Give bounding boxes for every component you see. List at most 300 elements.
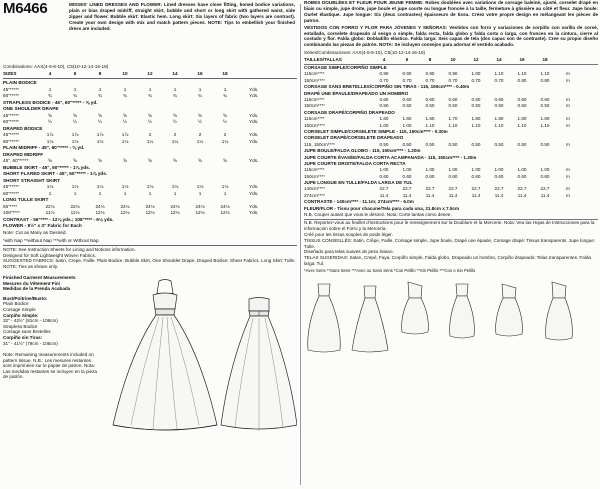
row-label: 45"***** <box>3 112 19 118</box>
size-cell: 1 <box>48 86 52 92</box>
size-cell: 0.60 <box>402 173 412 179</box>
measurement-line: 32" - 42½" (81cm - 108cm) <box>3 318 58 324</box>
size-cell: 1¼ <box>196 138 204 144</box>
size-cell: 1.10 <box>494 122 504 128</box>
english-description: MISSES' LINED DRESSES AND FLOWER: Lined dresses have close fitting, boned bodice variations, plain or bias draped midriff, straight skirt, bubble and short or long skirt with gathered waist, side zipper and flower. Bubble skirt: Elastic hem. Long skirt: Six layers of fabric (two layers are contrast). Create your own design with mix and match pattern pieces. NOTE: Tips to embellish your finished dress are included. <box>69 2 295 31</box>
size-cell: ¾ <box>148 93 152 98</box>
size-cell: 1 <box>148 86 152 92</box>
size-cell: 4 <box>48 70 52 76</box>
size-cell: 0.60 <box>448 173 458 179</box>
size-cell: 11.4 <box>494 192 504 198</box>
row-unit: Yds. <box>249 93 259 98</box>
size-cell: 1.80 <box>494 116 504 122</box>
size-cell: 0.50 <box>540 103 550 109</box>
size-cell: 6 <box>405 56 409 62</box>
measurements-title-es: Medidas de la Prenda Acabada <box>3 286 71 292</box>
size-cell: 1.00 <box>402 167 412 173</box>
size-cell: 11.4 <box>517 192 527 198</box>
note-line: Designed for Soft Lightweight Woven Fabrics. <box>3 252 97 258</box>
size-cell: ¾ <box>198 93 202 98</box>
size-cell: 0.80 <box>540 77 550 83</box>
size-cell: ⅝ <box>98 112 102 118</box>
size-cell: ⅝ <box>198 112 202 118</box>
size-cell: ⅝ <box>223 112 227 118</box>
size-cell: 0.60 <box>379 96 389 102</box>
row-label: CORSELET DRAPÉ/CORSELETE DRAPEADO <box>304 135 404 141</box>
size-cell: 11⅛ <box>70 210 80 215</box>
size-cell: 1.80 <box>471 116 481 122</box>
size-cell: 24⅛ <box>195 203 205 209</box>
size-cell: 1 <box>198 86 202 92</box>
english-yardage-table <box>3 80 297 236</box>
size-cell: 0.50 <box>494 103 504 109</box>
row-label: 56"**** <box>3 203 18 209</box>
row-label: 150cm**** <box>304 122 325 128</box>
row-unit: Yds. <box>249 203 259 209</box>
size-cell: 1 <box>123 86 127 92</box>
measurement-line: Corsage Simple <box>3 306 36 312</box>
size-cell: 1.10 <box>517 122 527 128</box>
size-cell: 0.60 <box>540 173 550 179</box>
size-cell: 1¼ <box>146 138 154 144</box>
row-unit: Yds. <box>249 190 259 196</box>
row-label: 60"***** <box>3 119 19 124</box>
size-cell: 11.4 <box>471 192 481 198</box>
note-line: NOTE: Ties as shown only. <box>3 264 59 270</box>
size-cell: 22.7 <box>471 186 481 192</box>
row-label: SHORT FLARED SKIRT - 45", 60"***** - 1⅞ yds. <box>3 171 108 176</box>
row-unit: m <box>566 141 570 147</box>
english-column <box>3 0 297 489</box>
sizes-row <box>3 71 297 78</box>
size-cell: 1.80 <box>517 116 527 122</box>
size-cell: ½ <box>223 119 227 124</box>
view-thumb-3 <box>402 282 429 334</box>
size-cell: 12⅛ <box>220 210 230 215</box>
measurement-line: Corpiño Simple: <box>3 312 39 318</box>
combinations-text: Combinations: AAX(4-6-8-10), C5(10-12-14-16-18) <box>3 64 109 69</box>
size-cell: 1 <box>48 190 52 196</box>
size-cell: 0.60 <box>379 173 389 179</box>
row-label: 115cm**** <box>304 167 325 173</box>
size-cell: 1⅛ <box>171 184 179 189</box>
view-thumbnails <box>304 276 598 356</box>
size-cell: 0.60 <box>517 173 527 179</box>
size-cell: ¾ <box>123 93 127 98</box>
size-cell: 0.70 <box>425 77 435 83</box>
size-cell: 22.7 <box>402 186 412 192</box>
row-label: CORSAGE SANS BRETELLES/CORPIÑO SIN TIRAS - 115, 150cm**** - 0.40m <box>304 84 470 90</box>
size-cell: 8 <box>98 70 102 76</box>
size-cell: 1⅛ <box>221 184 229 189</box>
size-cell: ⅝ <box>98 158 102 163</box>
size-cell: 12⅛ <box>95 210 105 215</box>
measurement-line: Plain Bodice <box>3 301 29 307</box>
row-unit: Yds. <box>249 210 259 215</box>
row-unit: m <box>566 116 570 122</box>
row-unit: m <box>566 192 570 198</box>
size-cell: 22⅛ <box>45 203 55 209</box>
row-label: CORSAGE DRAPÉ/CORPIÑO DRAPEADO <box>304 109 395 115</box>
size-cell: 0.70 <box>494 77 504 83</box>
size-cell: 0.70 <box>379 77 389 83</box>
row-label: LONG TULLE SKIRT <box>3 197 49 202</box>
size-cell: 12 <box>473 56 479 62</box>
size-cell: 12⅛ <box>145 210 155 215</box>
row-unit: m <box>566 122 570 128</box>
row-label: JUPE BOULE/FALDA GLOBO - 115, 150cm**** - 1.20m <box>304 148 421 154</box>
size-cell: ¾ <box>173 93 177 98</box>
size-cell: 4 <box>382 56 386 62</box>
size-cell: 12⅛ <box>195 210 205 215</box>
dress-front-back-illustration <box>101 275 297 435</box>
row-label: 115cm**** <box>304 71 325 77</box>
size-cell: 22⅛ <box>70 203 80 209</box>
size-cell: 1.00 <box>448 167 458 173</box>
measurement-line: Corsage sans Bretelles <box>3 329 51 335</box>
view-thumb-4 <box>450 284 475 338</box>
size-cell: 1.10 <box>540 71 550 77</box>
size-cell: 0.60 <box>425 173 435 179</box>
row-label: PLAIN MIDRIFF - 45", 60"***** - ⅜ yd. <box>3 145 85 150</box>
size-cell: ½ <box>48 119 52 124</box>
size-cell: 0.50 <box>471 141 481 147</box>
size-cell: 0.70 <box>471 77 481 83</box>
size-cell: 1.00 <box>425 167 435 173</box>
size-cell: 1.00 <box>379 122 389 128</box>
row-label: DRAPED MIDRIFF <box>3 151 44 157</box>
size-cell: ¾ <box>48 93 52 98</box>
size-cell: 1⅛ <box>96 138 104 144</box>
size-cell: 0.90 <box>448 71 458 77</box>
row-unit: Yds. <box>249 184 259 189</box>
size-cell: ⅝ <box>123 158 127 163</box>
size-cell: 1⅛ <box>196 184 204 189</box>
measurements-title-fr: Mesures du Vêtement Fini <box>3 280 60 286</box>
size-cell: 16 <box>197 70 203 76</box>
size-cell: 1¼ <box>221 138 229 144</box>
row-unit: m <box>566 96 570 102</box>
size-cell: 0.50 <box>471 103 481 109</box>
size-cell: 16 <box>519 56 525 62</box>
size-cell: 6 <box>73 70 77 76</box>
measurements-and-figures <box>3 275 297 435</box>
row-label: SHORT STRAIGHT SKIRT <box>3 177 61 183</box>
row-label: 45"***** <box>3 184 19 189</box>
row-unit: Yds. <box>249 119 259 124</box>
sizes-label: SIZES <box>3 70 17 76</box>
size-cell: 1⅛ <box>46 184 54 189</box>
size-cell: 1 <box>173 86 177 92</box>
row-unit: m <box>566 173 570 179</box>
rule <box>3 245 297 246</box>
row-label: JUPE LONGUE EN TULLE/FALDA LARGA DE TUL <box>304 180 413 186</box>
size-cell: 0.70 <box>402 77 412 83</box>
size-cell: 1.10 <box>517 71 527 77</box>
english-notes <box>3 247 297 270</box>
size-cell: 1⅞ <box>96 132 104 137</box>
size-cell: 0.50 <box>517 103 527 109</box>
size-cell: 1⅛ <box>96 184 104 189</box>
size-cell: 1⅛ <box>46 138 54 144</box>
size-cell: ⅝ <box>173 112 177 118</box>
size-cell: 14 <box>496 56 502 62</box>
size-cell: 0.50 <box>448 141 458 147</box>
size-cell: 0.60 <box>402 96 412 102</box>
row-label: CONTRASTE - 140cm**** - 11.1m; 274cm**** - 6.0m <box>304 199 414 205</box>
size-cell: 18 <box>542 56 548 62</box>
size-cell: 0.90 <box>425 71 435 77</box>
size-cell: 0.50 <box>494 141 504 147</box>
size-cell: 0.50 <box>425 141 435 147</box>
size-cell: ⅝ <box>198 158 202 163</box>
row-label: FLOWER - 8½" x 3" Fabric for Each <box>3 223 82 228</box>
row-unit: m <box>566 77 570 83</box>
size-cell: ¾ <box>73 93 77 98</box>
spanish-description: VESTIDOS CON FORRO Y FLOR PARA JÓVENES Y SEÑORAS: Vestidos con forro y variaciones de corpiño con varilla de corsé, entallado, corselete drapeado al sesgo o simple, falda recta, falda globo y falda corta o larga, con frunces en la cintura, cierre al costado y flor. Falda globo: Dobladillo elástico. Falda larga: Seis capas de tela (dos capas son de contraste). Cree su propio diseño combinando las piezas de patrón. NOTA: Se incluyen consejos para adornar el vestido acabado. <box>304 24 598 48</box>
size-cell: 2 <box>148 132 152 137</box>
size-cell: 1.00 <box>402 122 412 128</box>
row-unit: Yds. <box>249 112 259 118</box>
measurement-lines <box>3 296 99 346</box>
tailles-row <box>304 57 598 63</box>
row-unit: m <box>566 186 570 192</box>
size-cell: 12⅛ <box>170 210 180 215</box>
size-cell: 11.4 <box>425 192 435 198</box>
row-label: 45"***** <box>3 86 19 92</box>
yardage-row <box>304 212 598 218</box>
size-cell: 22.7 <box>448 186 458 192</box>
size-cell: 0.60 <box>471 96 481 102</box>
size-cell: 12⅛ <box>120 210 130 215</box>
row-label: PLAIN BODICE <box>3 80 37 85</box>
size-cell: 1⅛ <box>121 184 129 189</box>
size-cell: 22.7 <box>425 186 435 192</box>
row-label: 60"***** <box>3 138 19 144</box>
pattern-number: M6466 <box>3 0 48 17</box>
row-label: Note: Cut as Many as Desired. <box>3 229 67 235</box>
yardage-row <box>3 230 297 237</box>
row-label: 45", 60"***** <box>3 158 29 163</box>
nap-legend-fr: *Avec Sens **Sans Sens ***Avec ou Sans Sens *Con Pelillo **Sin Pelillo ***Con o Sin Pelillo <box>304 267 476 273</box>
row-unit: Yds. <box>249 86 259 92</box>
size-cell: ¾ <box>98 93 102 98</box>
size-cell: 1.60 <box>425 116 435 122</box>
row-label: N.B. Couper autant que vous le désirez. Nota: Corte tantas como desee. <box>304 212 452 218</box>
size-cell: 1 <box>198 190 202 196</box>
size-cell: 8 <box>428 56 432 62</box>
size-cell: 10 <box>450 56 456 62</box>
french-spanish-notes <box>304 220 598 266</box>
metric-yardage-table <box>304 65 598 218</box>
row-label: 150cm**** <box>304 77 325 83</box>
measurements-block <box>3 275 99 380</box>
row-label: 150cm**** <box>304 103 325 109</box>
size-cell: 22.7 <box>494 186 504 192</box>
size-cell: 1.10 <box>494 71 504 77</box>
size-cell: 22.7 <box>540 186 550 192</box>
size-cell: 1⅛ <box>146 184 154 189</box>
size-cell: 0.90 <box>402 71 412 77</box>
row-label: BUBBLE SKIRT - 45", 60"***** - 1⅞ yds. <box>3 164 91 170</box>
tailles-label: TAILLES/TALLAS <box>304 56 342 62</box>
size-cell: 0.50 <box>402 103 412 109</box>
size-cell: 1 <box>148 190 152 196</box>
size-cell: 0.60 <box>540 96 550 102</box>
size-cell: 11.4 <box>540 192 550 198</box>
row-label: 60"***** <box>3 190 19 196</box>
size-cell: 1⅞ <box>71 132 79 137</box>
size-cell: 0.50 <box>448 103 458 109</box>
size-cell: 24⅛ <box>95 203 105 209</box>
row-label: 108"**** <box>3 210 20 215</box>
size-cell: 1¼ <box>171 138 179 144</box>
size-cell: 24⅛ <box>145 203 155 209</box>
size-cell: 1.00 <box>494 167 504 173</box>
row-label: JUPE COURTE ÉVASÉE/FALDA CORTA ACAMPANADA - 115, 150cm**** - 1.20m <box>304 154 477 160</box>
size-cell: 1.00 <box>379 167 389 173</box>
size-cell: 0.50 <box>517 141 527 147</box>
size-cell: 2 <box>198 132 202 137</box>
size-cell: ⅝ <box>73 112 77 118</box>
size-cell: 0.70 <box>448 77 458 83</box>
size-cell: 0.50 <box>425 103 435 109</box>
size-cell: 14 <box>172 70 178 76</box>
size-cell: 0.60 <box>448 96 458 102</box>
size-cell: 1 <box>223 86 227 92</box>
note-line: NOTE: See Instruction Sheets for Lining and Notions information. <box>3 246 136 252</box>
size-cell: 1⅞ <box>46 132 54 137</box>
size-cell: 1 <box>73 86 77 92</box>
size-cell: 1 <box>223 190 227 196</box>
size-cell: 10 <box>122 70 128 76</box>
size-cell: 0.60 <box>517 96 527 102</box>
row-label: 274cm**** <box>304 192 325 198</box>
size-cell: ½ <box>73 119 77 124</box>
size-cell: 0.50 <box>540 141 550 147</box>
size-cell: 1 <box>173 190 177 196</box>
row-label: 140cm**** <box>304 186 325 192</box>
size-cell: 1⅞ <box>121 132 129 137</box>
size-cell: 1⅛ <box>121 138 129 144</box>
size-cell: 1.80 <box>540 116 550 122</box>
measurement-line: Bust/Poitrine/Busto: <box>3 295 48 301</box>
french-spanish-column <box>304 0 598 489</box>
size-cell: 1.60 <box>402 116 412 122</box>
row-unit: Yds. <box>249 132 259 137</box>
size-cell: ⅝ <box>48 112 52 118</box>
size-cell: 2 <box>173 132 177 137</box>
size-cell: 1 <box>73 190 77 196</box>
measurement-line: 31" - 41½" (79cm - 105cm) <box>3 340 58 346</box>
row-label: DRAPED BODICE <box>3 125 43 131</box>
size-cell: 1 <box>98 86 102 92</box>
size-cell: 0.60 <box>425 96 435 102</box>
size-cell: 1.70 <box>448 116 458 122</box>
row-label: DRAPÉ UNE ÉPAULE/DRAPEADO UN HOMBRO <box>304 90 409 96</box>
size-cell: ½ <box>198 119 202 124</box>
size-cell: 22.7 <box>379 186 389 192</box>
view-thumb-5 <box>496 284 523 336</box>
view-thumb-6 <box>546 282 573 340</box>
note-line: Créé pour les tissus souples de poids léger. <box>304 232 393 237</box>
size-cell: 22.7 <box>517 186 527 192</box>
size-cell: ⅝ <box>48 158 52 163</box>
row-label: 150cm**** <box>304 173 325 179</box>
size-cell: 0.60 <box>494 96 504 102</box>
size-cell: ⅝ <box>123 112 127 118</box>
size-cell: ½ <box>148 119 152 124</box>
column-divider <box>300 4 301 485</box>
size-cell: 18 <box>222 70 228 76</box>
size-cell: ⅝ <box>148 158 152 163</box>
note-line: SUGGESTED FABRICS: Satin, Crepe, Faille. Plain Bodice, Bubble Skirt, One Shoulder Drape, Draped Bodice: Sheer Fabrics. Long Skirt: Tulle. <box>3 258 296 264</box>
left-header <box>3 0 297 60</box>
row-unit: m <box>566 167 570 173</box>
size-cell: 11.4 <box>379 192 389 198</box>
size-cell: ⅝ <box>223 158 227 163</box>
size-cell: 1.10 <box>540 122 550 128</box>
row-label: CORSAGE SIMPLE/CORPIÑO SIMPLE <box>304 65 387 71</box>
row-label: STRAPLESS BODICE - 45", 60"***** - ⅝ yd. <box>3 99 98 105</box>
size-cell: 0.50 <box>402 141 412 147</box>
size-cell: 0.60 <box>471 173 481 179</box>
measurement-footnote: Note: Remaining measurements included on pattern tissue. N.B.: Les mesures restantes sont imprimées sur le papier de patron. Nota: Las medidas restantes se incluyen en la pieza de patrón. <box>3 352 97 380</box>
view-thumb-2 <box>352 286 388 352</box>
combinations-text-fr: Séries/Combinaciones: AAX(4-6-8-10), C5(10-12-14-16-18) <box>304 50 426 56</box>
size-cell: 24⅛ <box>120 203 130 209</box>
size-cell: 0.50 <box>379 103 389 109</box>
row-unit: m <box>566 71 570 77</box>
size-cell: 1.00 <box>471 167 481 173</box>
measurement-line: Corpiño sin Tiras: <box>3 334 43 340</box>
size-cell: 1.60 <box>379 116 389 122</box>
size-cell: 0.50 <box>379 141 389 147</box>
row-label: 115cm**** <box>304 116 325 122</box>
row-unit: m <box>566 103 570 109</box>
size-cell: ½ <box>98 119 102 124</box>
size-cell: 2 <box>223 132 227 137</box>
size-cell: ¾ <box>223 93 227 98</box>
size-cell: ⅝ <box>148 112 152 118</box>
size-cell: 1.00 <box>540 167 550 173</box>
size-cell: 1 <box>123 190 127 196</box>
size-cell: 24⅛ <box>220 203 230 209</box>
note-line: N.B. Reportez-vous au feuillet d'instructions pour le renseignement sur la Doublure et la Mercerie. Nota: Vea las Hojas de Instrucciones para la información sobre el Forro y la Mercería. <box>304 220 595 232</box>
size-cell: 0.90 <box>379 71 389 77</box>
row-label: 115, 150cm**** <box>304 141 335 147</box>
size-cell: 11.4 <box>448 192 458 198</box>
nap-legend: *with Nap **without Nap ***with or Without Nap <box>3 238 99 243</box>
note-line: TISSUS CONSEILLÉS: Satin, Crêpe, Faille. Corsage simple, Jupe boule, Drapé une épaule, Corsage drapé: Tissus transparents. Jupe longue: Tulle. <box>304 237 596 249</box>
row-unit: Yds. <box>249 138 259 144</box>
size-cell: ½ <box>123 119 127 124</box>
row-label: CORSELET SIMPLE/CORSELETE SIMPLE - 115, 150cm**** - 0.30m <box>304 128 448 134</box>
row-label: 45"***** <box>3 132 19 137</box>
size-cell: 24⅛ <box>170 203 180 209</box>
size-cell: 11.4 <box>402 192 412 198</box>
note-line: TELAS SUGERIDAS: Saten, Crepé, Faya. Corpiño simple, Falda globo, Drapeado un hombro, Corpiño drapeado: Telas transparentes. Falda larga: Tul. <box>304 255 591 266</box>
size-cell: 12 <box>147 70 153 76</box>
size-cell: 1⅛ <box>71 184 79 189</box>
size-cell: 1.00 <box>517 167 527 173</box>
dress-back-figure <box>221 297 297 431</box>
row-label: ONE SHOULDER DRAPE <box>3 106 59 111</box>
row-label: JUPE COURTE DROITE/FALDA CORTA RECTA <box>304 160 406 166</box>
dress-front-figure <box>113 279 217 430</box>
size-cell: 1.10 <box>471 122 481 128</box>
row-label: FLEUR/FLOR - Tissu pour chacune/Tela para cada una, 21.8cm x 7.5cm <box>304 205 460 211</box>
